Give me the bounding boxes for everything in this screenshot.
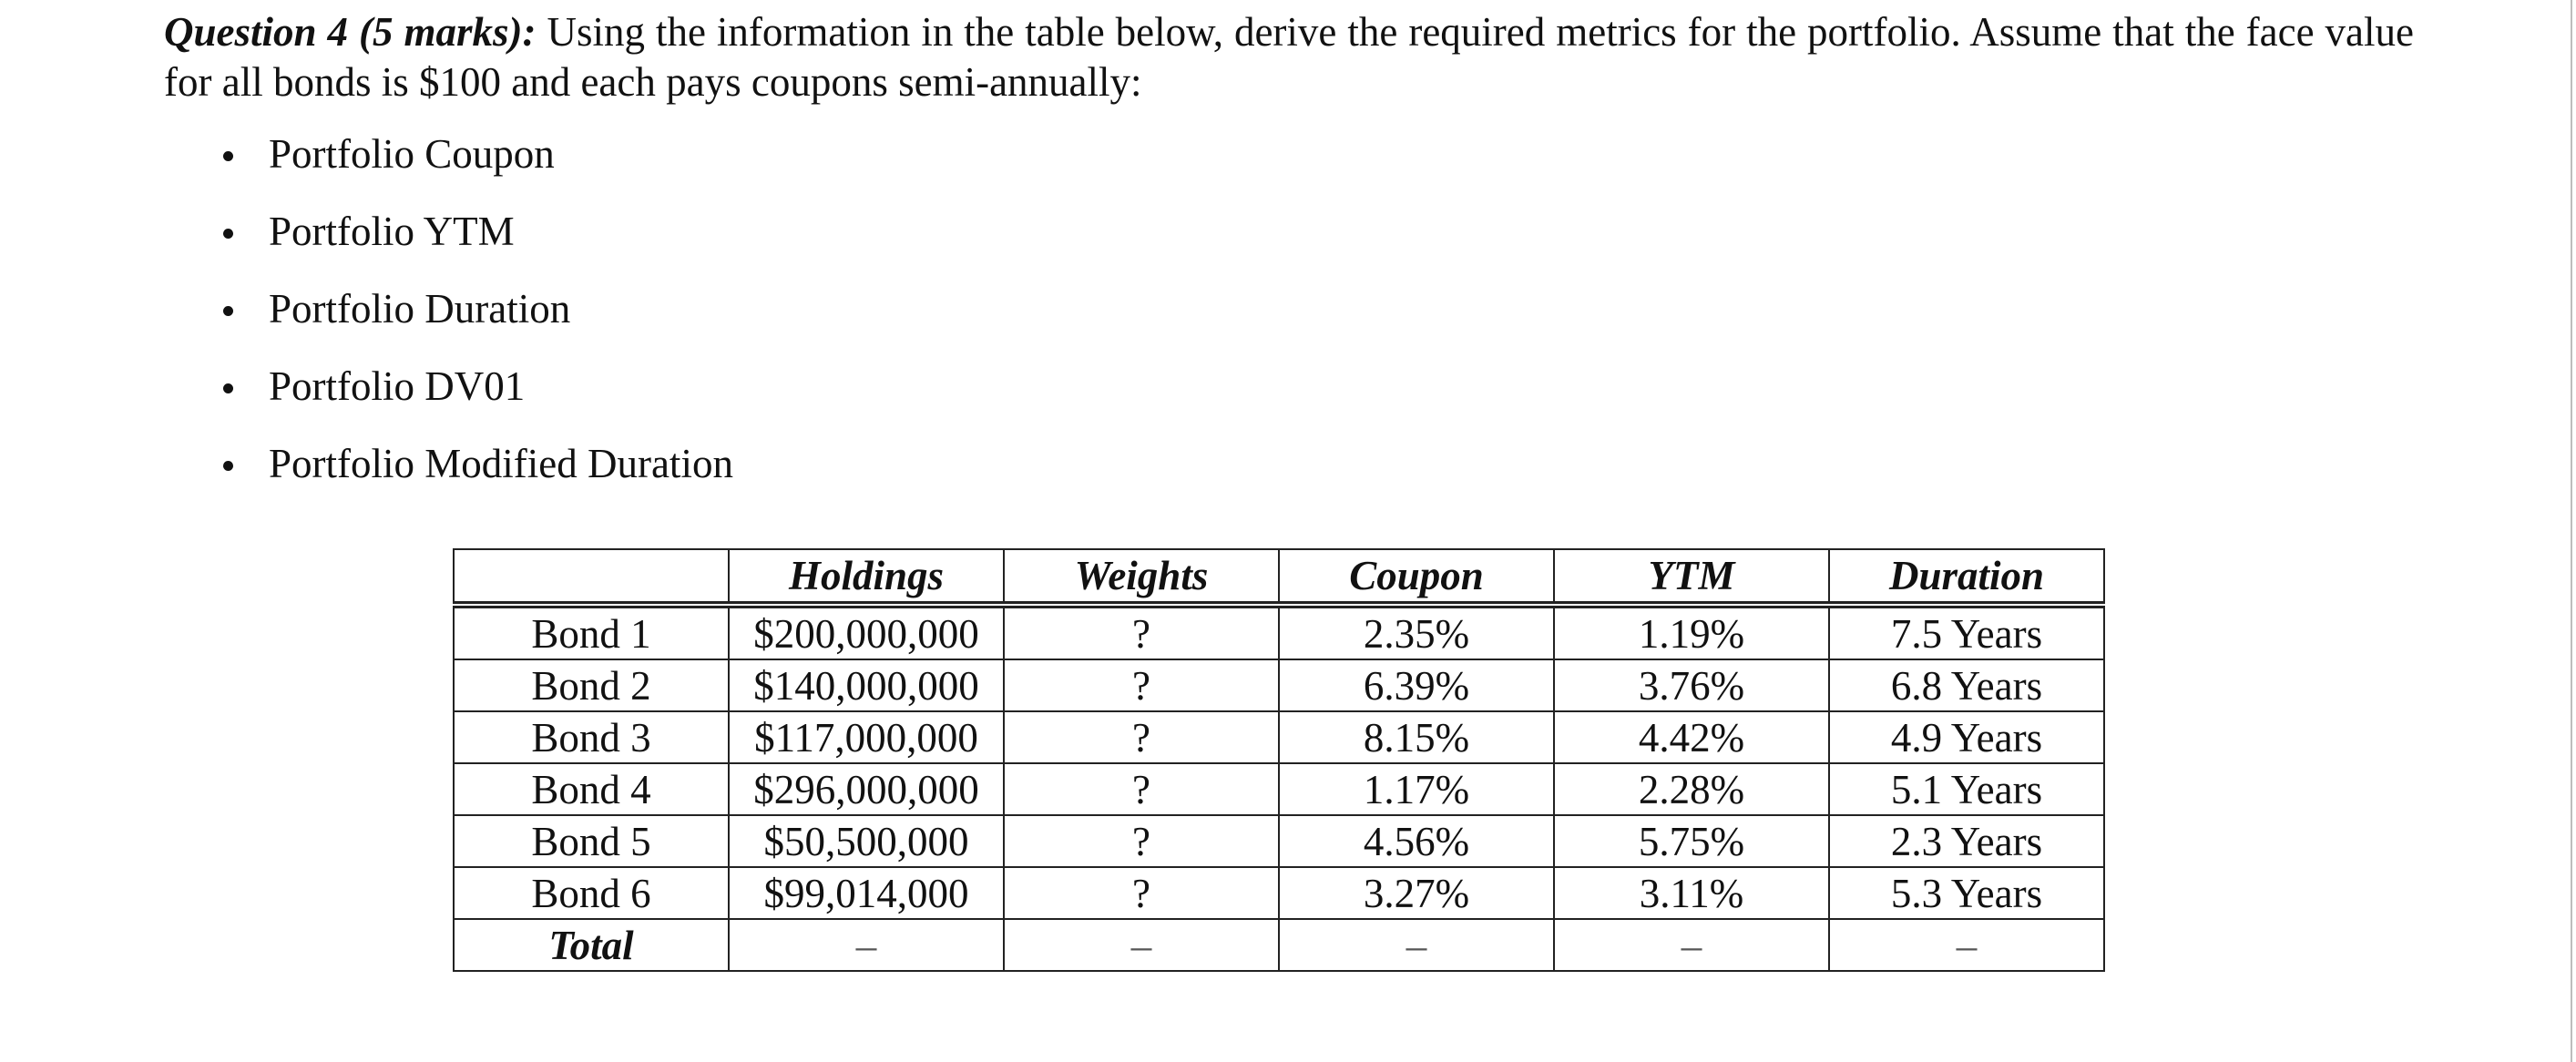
total-cell: – bbox=[1829, 919, 2104, 971]
list-item-text: Portfolio Coupon bbox=[269, 131, 555, 177]
header-cell-duration: Duration bbox=[1829, 549, 2104, 605]
table-cell: 3.11% bbox=[1554, 867, 1829, 919]
table-cell: 4.9 Years bbox=[1829, 711, 2104, 763]
table-row bbox=[454, 605, 2104, 659]
list-item-text: Portfolio YTM bbox=[269, 209, 515, 254]
total-cell: – bbox=[729, 919, 1004, 971]
table-cell: 6.8 Years bbox=[1829, 659, 2104, 711]
table-cell: 8.15% bbox=[1279, 711, 1554, 763]
table-row bbox=[454, 763, 2104, 815]
question-body: Using the information in the table below, derive the required metrics for the portfolio. Assume that the face value for all bonds is $100 and each pays coupons semi-annually: bbox=[164, 9, 2414, 105]
table-cell: 7.5 Years bbox=[1829, 605, 2104, 659]
table-cell: $200,000,000 bbox=[729, 605, 1004, 659]
list-item-text: Portfolio Duration bbox=[269, 286, 571, 332]
table-row bbox=[454, 815, 2104, 867]
header-cell-blank bbox=[454, 549, 729, 605]
page-edge-rule bbox=[2571, 0, 2572, 1062]
table-cell: 1.17% bbox=[1279, 763, 1554, 815]
table-row bbox=[454, 659, 2104, 711]
total-label: Total bbox=[454, 919, 729, 971]
table-cell: ? bbox=[1004, 605, 1279, 659]
table-cell: 2.3 Years bbox=[1829, 815, 2104, 867]
table-cell: 2.35% bbox=[1279, 605, 1554, 659]
table-cell: ? bbox=[1004, 711, 1279, 763]
table-cell: 4.56% bbox=[1279, 815, 1554, 867]
table-cell: ? bbox=[1004, 659, 1279, 711]
table-cell: 6.39% bbox=[1279, 659, 1554, 711]
bullet-icon bbox=[223, 306, 233, 316]
table-header-row bbox=[454, 549, 2104, 605]
bullet-icon bbox=[223, 461, 233, 471]
table-cell: ? bbox=[1004, 867, 1279, 919]
table-cell: Bond 5 bbox=[454, 815, 729, 867]
table-cell: $296,000,000 bbox=[729, 763, 1004, 815]
question-text bbox=[164, 7, 2414, 107]
bullet-icon bbox=[223, 151, 233, 161]
table-cell: 5.1 Years bbox=[1829, 763, 2104, 815]
table-cell: 3.76% bbox=[1554, 659, 1829, 711]
table-cell: $117,000,000 bbox=[729, 711, 1004, 763]
question-label: Question 4 (5 marks): bbox=[164, 9, 537, 55]
bullet-icon bbox=[223, 229, 233, 239]
table-cell: 5.75% bbox=[1554, 815, 1829, 867]
bullet-icon bbox=[223, 383, 233, 393]
bond-table bbox=[453, 548, 2105, 972]
table-cell: 5.3 Years bbox=[1829, 867, 2104, 919]
table-cell: Bond 6 bbox=[454, 867, 729, 919]
table-row bbox=[454, 711, 2104, 763]
header-cell-weights: Weights bbox=[1004, 549, 1279, 605]
table-cell: 1.19% bbox=[1554, 605, 1829, 659]
list-item-text: Portfolio DV01 bbox=[269, 363, 526, 409]
table-cell: 2.28% bbox=[1554, 763, 1829, 815]
table-cell: Bond 2 bbox=[454, 659, 729, 711]
table-cell: $50,500,000 bbox=[729, 815, 1004, 867]
table-cell: $140,000,000 bbox=[729, 659, 1004, 711]
table-cell: ? bbox=[1004, 763, 1279, 815]
list-item-text: Portfolio Modified Duration bbox=[269, 441, 733, 486]
total-cell: – bbox=[1554, 919, 1829, 971]
table-cell: Bond 4 bbox=[454, 763, 729, 815]
header-cell-holdings: Holdings bbox=[729, 549, 1004, 605]
table-row bbox=[454, 867, 2104, 919]
table-cell: Bond 3 bbox=[454, 711, 729, 763]
table-cell: 4.42% bbox=[1554, 711, 1829, 763]
table-cell: Bond 1 bbox=[454, 605, 729, 659]
table-cell: $99,014,000 bbox=[729, 867, 1004, 919]
total-cell: – bbox=[1279, 919, 1554, 971]
total-cell: – bbox=[1004, 919, 1279, 971]
table-cell: 3.27% bbox=[1279, 867, 1554, 919]
table-cell: ? bbox=[1004, 815, 1279, 867]
header-cell-ytm: YTM bbox=[1554, 549, 1829, 605]
table-total-row bbox=[454, 919, 2104, 971]
header-cell-coupon: Coupon bbox=[1279, 549, 1554, 605]
